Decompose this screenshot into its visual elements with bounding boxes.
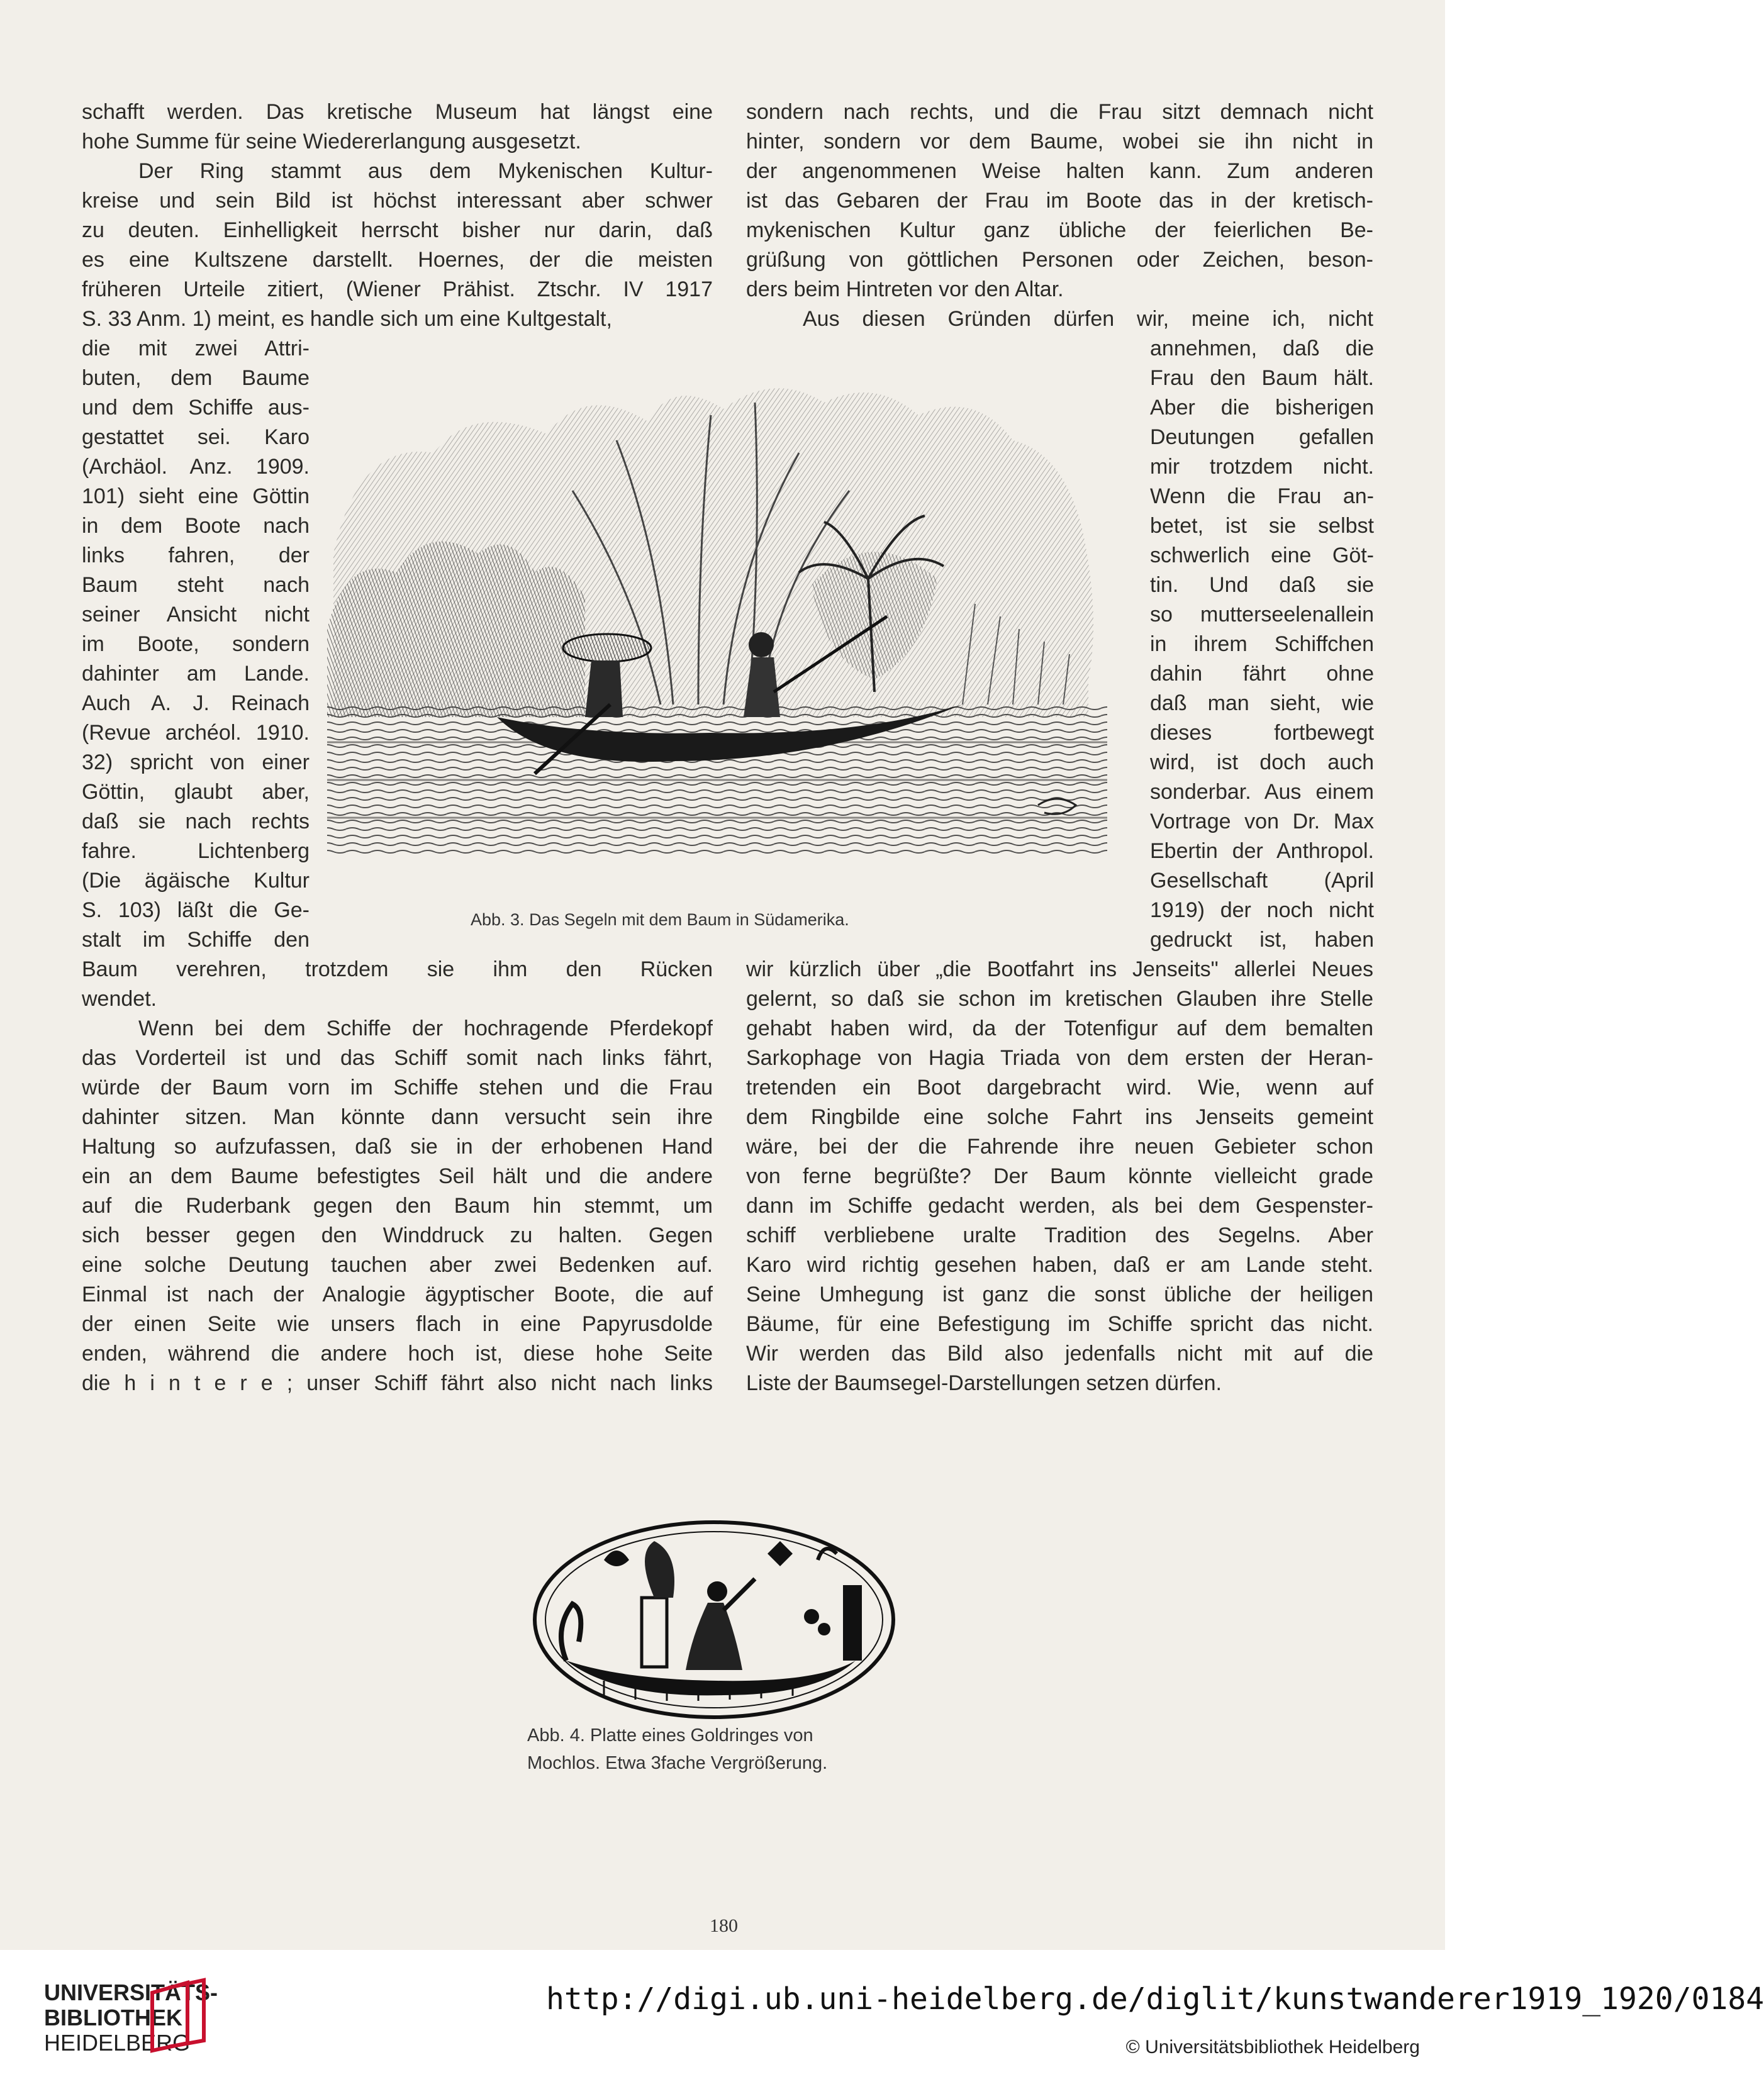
text-line: enden, während die andere hoch ist, diese hohe Seite [82,1342,713,1366]
text-line: 32) spricht von einer [82,750,310,774]
text-line: so mutterseelenallein [1150,603,1374,626]
text-line: Vortrage von Dr. Max [1150,810,1374,833]
text-line: grüßung von göttlichen Personen oder Zeichen, beson- [746,248,1373,272]
text-line: in dem Boote nach [82,514,310,538]
text-line: schwerlich eine Göt- [1150,543,1374,567]
text-line: der einen Seite wie unsers flach in eine Papyrusdolde [82,1312,713,1336]
text-line: Baum steht nach [82,573,310,597]
text-line: sonderbar. Aus einem [1150,780,1374,804]
text-line: gelernt, so daß sie schon im kretischen Glauben ihre Stelle [746,987,1373,1011]
library-name-line1: UNIVERSITÄTS- [44,1980,218,2005]
text-line: dann im Schiffe gedacht werden, als bei dem Gespenster- [746,1194,1373,1218]
library-name-line3: HEIDELBERG [44,2030,191,2056]
text-line: von ferne begrüßte? Der Baum könnte vielleicht grade [746,1164,1373,1188]
permalink-url[interactable]: http://digi.ub.uni-heidelberg.de/diglit/kunstwanderer1919_1920/0184 [546,1981,1764,2017]
text-line: schafft werden. Das kretische Museum hat längst eine [82,100,713,124]
text-line: wäre, bei der die Fahrende ihre neuen Gebieter schon [746,1135,1373,1159]
text-line: tretenden ein Boot dargebracht wird. Wie, wenn auf [746,1076,1373,1100]
text-line: daß sie nach rechts [82,810,310,833]
text-line: früheren Urteile zitiert, (Wiener Prähist. Ztschr. IV 1917 [82,277,713,301]
text-line: hinter, sondern vor dem Baume, wobei sie ihn nicht in [746,130,1373,153]
text-line: Der Ring stammt aus dem Mykenischen Kultur- [138,159,713,183]
text-line: gestattet sei. Karo [82,425,310,449]
text-line: Seine Umhegung ist ganz die sonst übliche der heiligen [746,1283,1373,1306]
text-line: S. 103) läßt die Ge- [82,898,310,922]
library-logo-icon [150,1980,206,2051]
figure4-caption-line2: Mochlos. Etwa 3fache Vergrößerung. [527,1753,828,1773]
text-line: dieses fortbewegt [1150,721,1374,745]
text-line: der angenommenen Weise halten kann. Zum anderen [746,159,1373,183]
text-line: es eine Kultszene darstellt. Hoernes, der die meisten [82,248,713,272]
text-line: Ebertin der Anthropol. [1150,839,1374,863]
text-line: würde der Baum vorn im Schiffe stehen und die Frau [82,1076,713,1100]
text-line: dahin fährt ohne [1150,662,1374,686]
text-line: sich besser gegen den Winddruck zu halten. Gegen [82,1223,713,1247]
text-line: buten, dem Baume [82,366,310,390]
text-line: Auch A. J. Reinach [82,691,310,715]
text-line: und dem Schiffe aus- [82,396,310,420]
text-line: annehmen, daß die [1150,337,1374,360]
text-line: schiff verbliebene uralte Tradition des Segelns. Aber [746,1223,1373,1247]
text-line: Baum verehren, trotzdem sie ihm den Rücken [82,957,713,981]
text-line: dem Ringbilde eine solche Fahrt ins Jenseits gemeint [746,1105,1373,1129]
text-line: Einmal ist nach der Analogie ägyptischer Boote, die auf [82,1283,713,1306]
text-line: 101) sieht eine Göttin [82,484,310,508]
text-line: (Revue archéol. 1910. [82,721,310,745]
text-line: kreise und sein Bild ist höchst interessant aber schwer [82,189,713,213]
text-line: Deutungen gefallen [1150,425,1374,449]
text-line: daß man sieht, wie [1150,691,1374,715]
text-line: auf die Ruderbank gegen den Baum hin stemmt, um [82,1194,713,1218]
boat-illustration [321,365,1132,899]
text-line: sondern nach rechts, und die Frau sitzt demnach nicht [746,100,1373,124]
text-line: gehabt haben wird, da der Totenfigur auf dem bemalten [746,1016,1373,1040]
text-line: eine solche Deutung tauchen aber zwei Bedenken auf. [82,1253,713,1277]
text-line: tin. Und daß sie [1150,573,1374,597]
text-line: S. 33 Anm. 1) meint, es handle sich um eine Kultgestalt, [82,307,612,331]
text-line: die h i n t e r e ; unser Schiff fährt also nicht nach links [82,1371,713,1395]
text-line: stalt im Schiffe den [82,928,310,952]
text-line: Sarkophage von Hagia Triada von dem ersten der Heran- [746,1046,1373,1070]
text-line: im Boote, sondern [82,632,310,656]
text-line: (Die ägäische Kultur [82,869,310,893]
text-line: Wenn die Frau an- [1150,484,1374,508]
text-line: Göttin, glaubt aber, [82,780,310,804]
text-line: in ihrem Schiffchen [1150,632,1374,656]
text-line: mir trotzdem nicht. [1150,455,1374,479]
text-line: mykenischen Kultur ganz übliche der feierlichen Be- [746,218,1373,242]
text-line: Liste der Baumsegel-Darstellungen setzen dürfen. [746,1371,1222,1395]
text-line: Bäume, für eine Befestigung im Schiffe spricht das nicht. [746,1312,1373,1336]
copyright-notice: © Universitätsbibliothek Heidelberg [1125,2037,1420,2058]
text-line: Frau den Baum hält. [1150,366,1374,390]
text-line: Wenn bei dem Schiffe der hochragende Pferdekopf [138,1016,713,1040]
text-line: Aber die bisherigen [1150,396,1374,420]
text-line: links fahren, der [82,543,310,567]
text-line: 1919) der noch nicht [1150,898,1374,922]
text-line: Haltung so aufzufassen, daß sie in der erhobenen Hand [82,1135,713,1159]
text-line: betet, ist sie selbst [1150,514,1374,538]
text-line: ders beim Hintreten vor den Altar. [746,277,1064,301]
text-line: zu deuten. Einhelligkeit herrscht bisher nur darin, daß [82,218,713,242]
text-line: seiner Ansicht nicht [82,603,310,626]
text-line: (Archäol. Anz. 1909. [82,455,310,479]
text-line: Gesellschaft (April [1150,869,1374,893]
text-line: ist das Gebaren der Frau im Boote das in der kretisch- [746,189,1373,213]
text-line: fahre. Lichtenberg [82,839,310,863]
figure4-caption-line1: Abb. 4. Platte eines Goldringes von [527,1725,813,1746]
text-line: wendet. [82,987,157,1011]
text-line: das Vorderteil ist und das Schiff somit nach links fährt, [82,1046,713,1070]
library-name-line2: BIBLIOTHEK [44,2005,182,2030]
page-number: 180 [710,1915,738,1936]
text-line: Aus diesen Gründen dürfen wir, meine ich, nicht [803,307,1373,331]
text-line: hohe Summe für seine Wiedererlangung ausgesetzt. [82,130,581,153]
text-line: wird, ist doch auch [1150,750,1374,774]
text-line: die mit zwei Attri- [82,337,310,360]
gold-ring-illustration [528,1516,900,1723]
text-line: wir kürzlich über „die Bootfahrt ins Jenseits" allerlei Neues [746,957,1373,981]
text-line: dahinter sitzen. Man könnte dann versucht sein ihre [82,1105,713,1129]
text-line: gedruckt ist, haben [1150,928,1374,952]
text-line: dahinter am Lande. [82,662,310,686]
text-line: ein an dem Baume befestigtes Seil hält und die andere [82,1164,713,1188]
figure3-caption: Abb. 3. Das Segeln mit dem Baum in Südamerika. [471,910,849,929]
text-line: Karo wird richtig gesehen haben, daß er am Lande steht. [746,1253,1373,1277]
text-line: Wir werden das Bild also jedenfalls nicht mit auf die [746,1342,1373,1366]
